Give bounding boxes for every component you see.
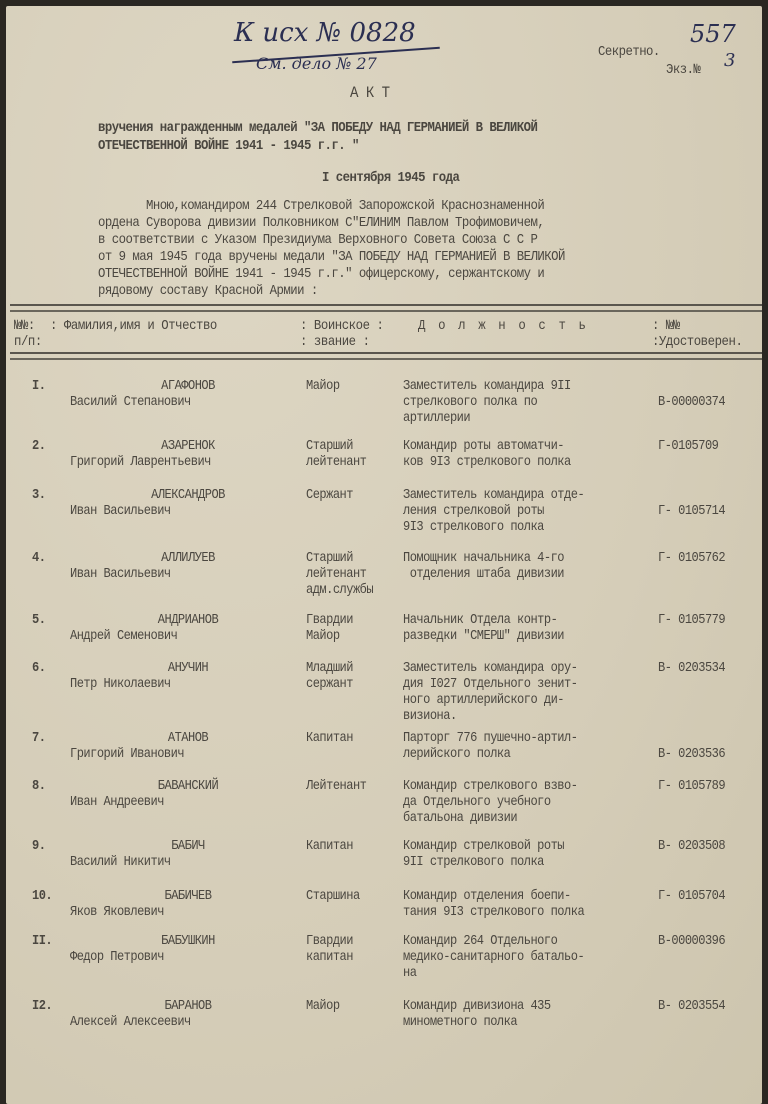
body-line: Мною,командиром 244 Стрелковой Запорожской Краснознаменной bbox=[146, 198, 545, 214]
given-name-patronymic: Федор Петрович bbox=[70, 949, 164, 965]
military-rank: Младший сержант bbox=[306, 660, 353, 692]
military-rank: Капитан bbox=[306, 838, 353, 854]
document-page bbox=[6, 6, 762, 1104]
secret-label: Секретно. bbox=[598, 44, 660, 60]
position: Командир отделения боепи- тания 9I3 стрелкового полка bbox=[403, 888, 585, 920]
military-rank: Гвардии Майор bbox=[306, 612, 353, 644]
row-number: I2. bbox=[32, 998, 53, 1014]
row-number: I. bbox=[32, 378, 46, 394]
certificate-number: Г- 0105789 bbox=[658, 778, 726, 794]
handwritten-file-reference: См. дело № 27 bbox=[256, 54, 377, 73]
certificate-number: В- 0203554 bbox=[658, 998, 726, 1014]
certificate-number: В-00000374 bbox=[658, 394, 726, 410]
surname: БАБИЧЕВ bbox=[164, 888, 212, 904]
subtitle-line-2: ОТЕЧЕСТВЕННОЙ ВОЙНЕ 1941 - 1945 г.г. " bbox=[98, 138, 359, 154]
given-name-patronymic: Яков Яковлевич bbox=[70, 904, 164, 920]
given-name-patronymic: Григорий Иванович bbox=[70, 746, 185, 762]
military-rank: Старший лейтенант адм.службы bbox=[306, 550, 374, 598]
position: Заместитель командира 9II стрелкового полка по артиллерии bbox=[403, 378, 571, 426]
surname: АЛЕКСАНДРОВ bbox=[151, 487, 225, 503]
column-header-name: : Фамилия,имя и Отчество bbox=[50, 318, 217, 334]
row-number: 3. bbox=[32, 487, 46, 503]
handwritten-reference: К исх № 0828 bbox=[234, 18, 416, 48]
surname: АЗАРЕНОК bbox=[161, 438, 215, 454]
column-header-position: Д о л ж н о с т ь bbox=[418, 318, 589, 334]
military-rank: Майор bbox=[306, 378, 340, 394]
position: Командир дивизиона 435 минометного полка bbox=[403, 998, 551, 1030]
given-name-patronymic: Василий Степанович bbox=[70, 394, 191, 410]
military-rank: Лейтенант bbox=[306, 778, 367, 794]
row-number: 5. bbox=[32, 612, 46, 628]
body-line: рядовому составу Красной Армии : bbox=[98, 283, 318, 299]
given-name-patronymic: Иван Васильевич bbox=[70, 503, 171, 519]
position: Командир стрелкового взво- да Отдельного учебного батальона дивизии bbox=[403, 778, 578, 826]
handwritten-copy-number: 3 bbox=[724, 50, 736, 71]
surname: БАБИЧ bbox=[171, 838, 205, 854]
military-rank: Старший лейтенант bbox=[306, 438, 367, 470]
certificate-number: В- 0203508 bbox=[658, 838, 726, 854]
row-number: 7. bbox=[32, 730, 46, 746]
certificate-number: В-00000396 bbox=[658, 933, 726, 949]
surname: АНУЧИН bbox=[167, 660, 209, 676]
certificate-number: В- 0203534 bbox=[658, 660, 726, 676]
position: Командир роты автоматчи- ков 9I3 стрелкового полка bbox=[403, 438, 571, 470]
certificate-number: Г- 0105762 bbox=[658, 550, 726, 566]
table-header-rule bbox=[10, 352, 762, 360]
certificate-number: Г- 0105704 bbox=[658, 888, 726, 904]
row-number: 10. bbox=[32, 888, 53, 904]
position: Заместитель командира ору- дия I027 Отдельного зенит- ного артиллерийского ди- визиона. bbox=[403, 660, 578, 724]
body-line: ордена Суворова дивизии Полковником С"ЕЛИНИМ Павлом Трофимовичем, bbox=[98, 215, 545, 231]
document-title: А К Т bbox=[350, 84, 390, 102]
body-line: в соответствии с Указом Президиума Верховного Совета Союза С С Р bbox=[98, 232, 538, 248]
given-name-patronymic: Василий Никитич bbox=[70, 854, 171, 870]
column-header-cert-2: :Удостоверен. bbox=[652, 334, 743, 350]
position: Командир стрелковой роты 9II стрелкового полка bbox=[403, 838, 565, 870]
given-name-patronymic: Григорий Лаврентьевич bbox=[70, 454, 211, 470]
surname: БАБУШКИН bbox=[161, 933, 215, 949]
military-rank: Старшина bbox=[306, 888, 360, 904]
row-number: 6. bbox=[32, 660, 46, 676]
row-number: 2. bbox=[32, 438, 46, 454]
column-header-rank-2: : звание : bbox=[300, 334, 370, 350]
surname: БАВАНСКИЙ bbox=[157, 778, 219, 794]
column-header-cert: : №№ bbox=[652, 318, 680, 334]
surname: АНДРИАНОВ bbox=[157, 612, 219, 628]
military-rank: Сержант bbox=[306, 487, 353, 503]
row-number: 9. bbox=[32, 838, 46, 854]
certificate-number: Г- 0105779 bbox=[658, 612, 726, 628]
position: Командир 264 Отдельного медико-санитарного батальо- на bbox=[403, 933, 585, 981]
position: Парторг 776 пушечно-артил- лерийского полка bbox=[403, 730, 578, 762]
certificate-number: В- 0203536 bbox=[658, 746, 726, 762]
military-rank: Майор bbox=[306, 998, 340, 1014]
subtitle-line-1: вручения награжденным медалей "ЗА ПОБЕДУ НАД ГЕРМАНИЕЙ В ВЕЛИКОЙ bbox=[98, 120, 538, 136]
row-number: 4. bbox=[32, 550, 46, 566]
given-name-patronymic: Андрей Семенович bbox=[70, 628, 178, 644]
body-line: от 9 мая 1945 года вручены медали "ЗА ПОБЕДУ НАД ГЕРМАНИЕЙ В ВЕЛИКОЙ bbox=[98, 249, 565, 265]
surname: АТАНОВ bbox=[167, 730, 209, 746]
surname: АЛЛИЛУЕВ bbox=[161, 550, 215, 566]
column-header-rank: : Воинское : bbox=[300, 318, 384, 334]
certificate-number: Г-0105709 bbox=[658, 438, 719, 454]
given-name-patronymic: Петр Николаевич bbox=[70, 676, 171, 692]
body-line: ОТЕЧЕСТВЕННОЙ ВОЙНЕ 1941 - 1945 г.г." офицерскому, сержантскому и bbox=[98, 266, 545, 282]
column-header-num: №№: bbox=[14, 318, 35, 334]
handwritten-stamp-number: 557 bbox=[690, 20, 736, 48]
position: Начальник Отдела контр- разведки "СМЕРШ" дивизии bbox=[403, 612, 565, 644]
table-top-rule bbox=[10, 304, 762, 312]
certificate-number: Г- 0105714 bbox=[658, 503, 726, 519]
row-number: 8. bbox=[32, 778, 46, 794]
copy-label: Экз.№ bbox=[666, 62, 701, 78]
position: Заместитель командира отде- ления стрелковой роты 9I3 стрелкового полка bbox=[403, 487, 585, 535]
given-name-patronymic: Иван Андреевич bbox=[70, 794, 164, 810]
position: Помощник начальника 4-го отделения штаба дивизии bbox=[403, 550, 565, 582]
column-header-num-2: п/п: bbox=[14, 334, 42, 350]
surname: БАРАНОВ bbox=[164, 998, 212, 1014]
military-rank: Гвардии капитан bbox=[306, 933, 353, 965]
surname: АГАФОНОВ bbox=[161, 378, 215, 394]
military-rank: Капитан bbox=[306, 730, 353, 746]
given-name-patronymic: Алексей Алексеевич bbox=[70, 1014, 191, 1030]
given-name-patronymic: Иван Васильевич bbox=[70, 566, 171, 582]
document-date: I сентября 1945 года bbox=[322, 170, 460, 186]
row-number: II. bbox=[32, 933, 53, 949]
